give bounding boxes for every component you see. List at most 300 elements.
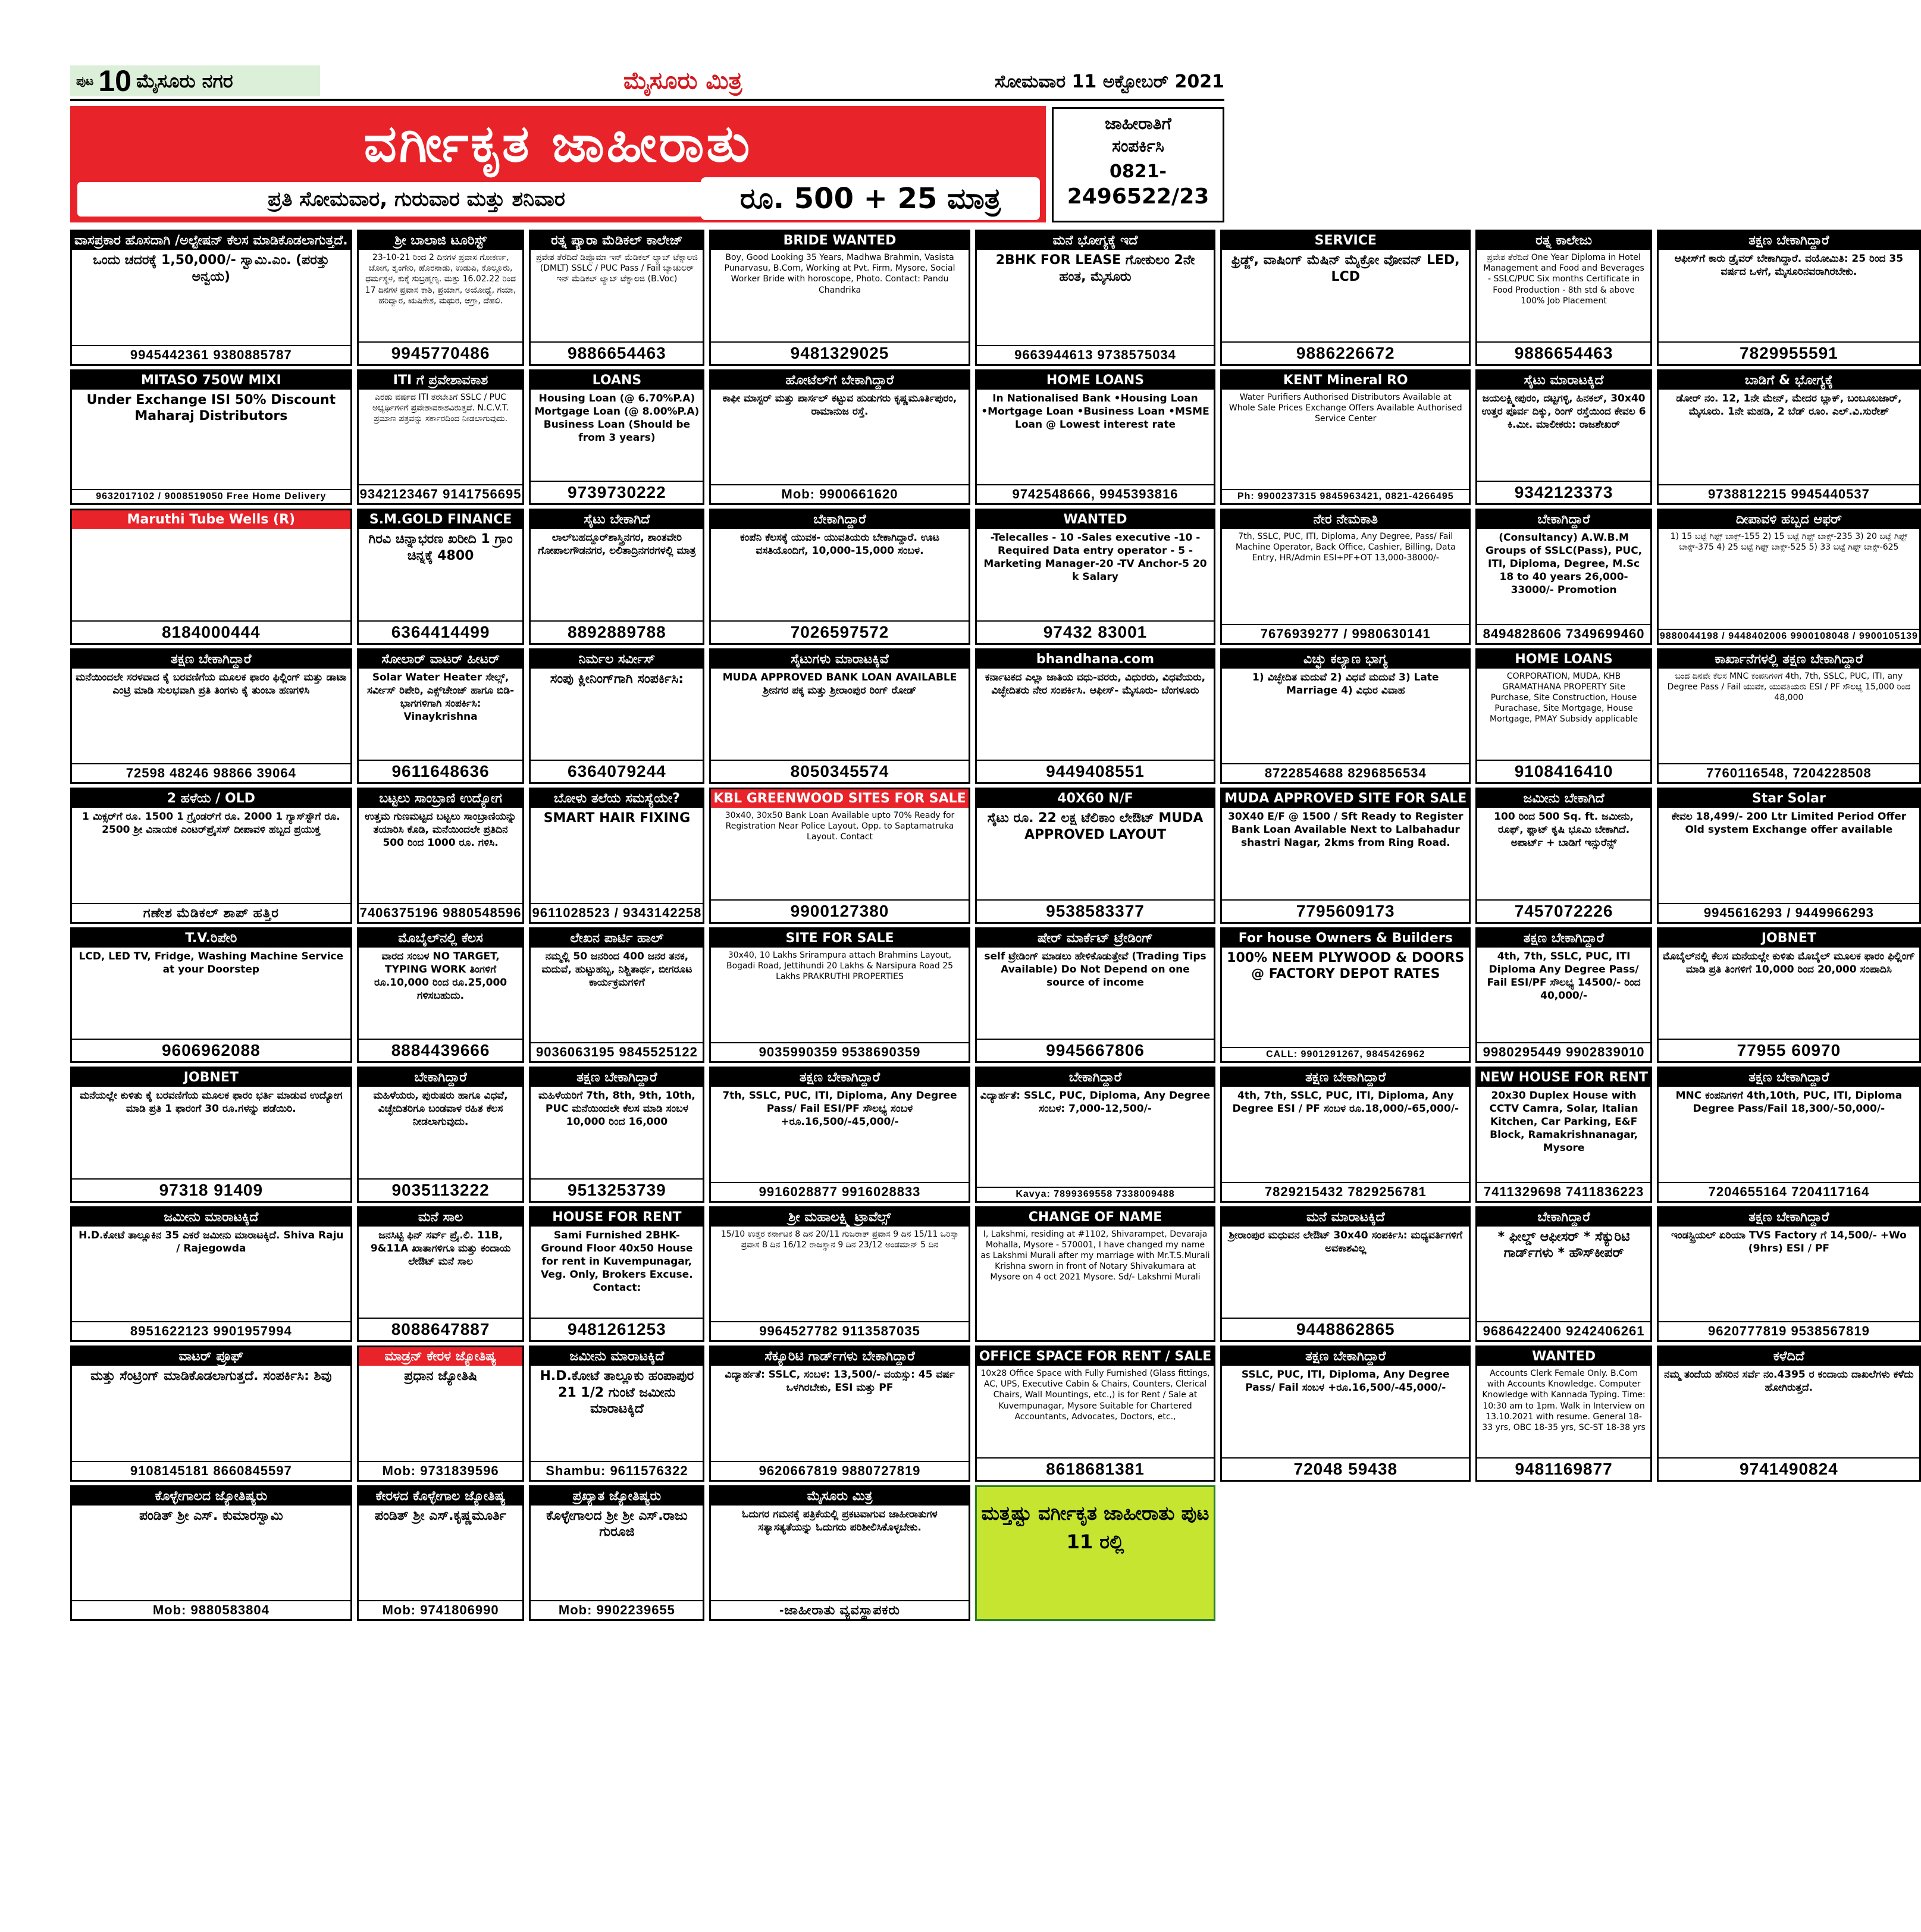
ad-heading: ಸೆಕ್ಯೂರಿಟಿ ಗಾರ್ಡ್‌ಗಳು ಬೇಕಾಗಿದ್ದಾರೆ [711, 1347, 968, 1366]
ad-phone: 9880044198 / 9448402006 9900108048 / 9900105139 [1659, 629, 1919, 643]
ad-phone: 9686422400 9242406261 [1477, 1321, 1650, 1340]
ad-heading: bhandhana.com [977, 650, 1214, 669]
ad-phone: 9035113222 [359, 1178, 523, 1201]
ad-body [72, 529, 350, 620]
ad-phone: 9945667806 [977, 1039, 1214, 1061]
classified-ad [529, 927, 704, 1064]
ad-heading: OFFICE SPACE FOR RENT / SALE [977, 1347, 1214, 1366]
top-rule [70, 99, 1224, 101]
contact-line-1: ಜಾಹೀರಾತಿಗೆ [1105, 114, 1171, 133]
classified-ad [1657, 230, 1921, 366]
ad-phone: 9663944613 9738575034 [977, 345, 1214, 364]
ad-heading: ಬೇಕಾಗಿದ್ದಾರೆ [711, 510, 968, 529]
ad-heading: Maruthi Tube Wells (R) [72, 510, 350, 529]
classified-ad [1475, 648, 1652, 785]
ad-body: 20x30 Duplex House with CCTV Camra, Solar, Italian Kitchen, Car Parking, E&F Block, Ramakrishnanagar, Mysore [1489, 1090, 1638, 1155]
ad-body: MUDA APPROVED BANK LOAN AVAILABLE ಶ್ರೀನಗರ ಪಕ್ಕ ಮತ್ತು ಶ್ರೀರಾಂಪುರ ರಿಂಗ್ ರೋಡ್ [722, 671, 957, 697]
ad-body: ಜನಸಿಟ್ಟಿ ಫಿನ್ ಸರ್ವ್ ಪ್ರೈ.ಲಿ. 11B, 9&11A ಖಾತಾಗಳಿಗೂ ಮತ್ತು ಕಂದಾಯ ಲೇಔಟ್ ಮನೆ ಸಾಲ [370, 1229, 511, 1268]
ad-phone: 97432 83001 [977, 620, 1214, 643]
more-classifieds-notice [975, 1485, 1216, 1622]
ad-heading: ಮನೆ ಮಾರಾಟಕ್ಕಿದೆ [1222, 1208, 1469, 1227]
ad-body: ಎರಡು ವರ್ಷದ ITI ತರಬೇತಿಗೆ SSLC / PUC ಅಭ್ಯರ್ಥಿಗಳಿಗೆ ಪ್ರವೇಶಾವಕಾಶವಿರುತ್ತದೆ. N.C.V.T. ಪ್ರಮಾಣ ಪತ್ರವನ್ನು ಸರ್ಕಾರದಿಂದ ನೀಡಲಾಗುವುದು. [372, 392, 509, 424]
ad-body: ಪ್ರವೇಶ ತೆರೆದಿದೆ One Year Diploma in Hotel Management and Food and Beverages - SSLC/PUC Six months Certificate in Food Production - 8th std & above 100% Job Placement [1483, 253, 1644, 306]
ad-body: ನಮ್ಮ ತಂದೆಯ ಹೆಸರಿನ ಸರ್ವೆ ನಂ.4395 ರ ಕಂದಾಯ ದಾಖಲೆಗಳು ಕಳೆದು ಹೋಗಿರುತ್ತದೆ. [1664, 1369, 1914, 1394]
ad-phone: 6364079244 [531, 760, 703, 782]
ad-body: ಪಂಡಿತ್ ಶ್ರೀ ಎಸ್.ಕೃಷ್ಣಮೂರ್ತಿ [375, 1508, 507, 1523]
ad-phone: -ಜಾಹೀರಾತು ವ್ಯವಸ್ಥಾಪಕರು [711, 1600, 968, 1619]
ad-body: ವಾರದ ಸಂಬಳ NO TARGET, TYPING WORK ತಿಂಗಳಿಗೆ ರೂ.10,000 ರಿಂದ ರೂ.25,000 ಗಳಿಸಬಹುದು. [374, 950, 507, 1002]
classified-ad [1475, 509, 1652, 645]
classified-ad [709, 1206, 970, 1343]
ad-body: ಮನೆಯಿಂದಲೇ ಸರಳವಾದ ಕೈ ಬರವಣಿಗೆಯ ಮೂಲಕ ಫಾರಂ ಫಿಲ್ಲಿಂಗ್ ಮತ್ತು ಡಾಟಾ ಎಂಟ್ರಿ ಮಾಡಿ ಸುಲಭವಾಗಿ ಪ್ರತಿ ತಿಂಗಳು ಕೈ ತುಂಬಾ ಹಣಗಳಿಸಿ [76, 671, 347, 697]
ad-heading: ಬೇಕಾಗಿದ್ದಾರೆ [359, 1068, 523, 1087]
ad-body: ಮೊಬೈಲ್‌ನಲ್ಲಿ ಕೆಲಸ ಮನೆಯಲ್ಲೇ ಕುಳಿತು ಮೊಬೈಲ್ ಮೂಲಕ ಫಾರಂ ಫಿಲ್ಲಿಂಗ್ ಮಾಡಿ ಪ್ರತಿ ತಿಂಗಳಿಗೆ 10,000 ರಿಂದ 20,000 ಸಂಪಾದಿಸಿ [1662, 950, 1915, 976]
classified-ad [1220, 788, 1471, 924]
classified-ad [70, 788, 352, 924]
masthead-logo: ಮೈಸೂರು ಮಿತ್ರ [623, 67, 742, 95]
ad-phone: 9945616293 / 9449966293 [1659, 903, 1919, 922]
ad-heading: ತಕ್ಷಣ ಬೇಕಾಗಿದ್ದಾರೆ [531, 1068, 703, 1087]
ad-heading: ತಕ್ಷಣ ಬೇಕಾಗಿದ್ದಾರೆ [1659, 1068, 1919, 1087]
ad-heading: S.M.GOLD FINANCE [359, 510, 523, 529]
ad-body: CORPORATION, MUDA, KHB GRAMATHANA PROPERTY Site Purchase, Site Construction, House Purachase, Site Mortgage, House Mortgage, PMAY Subsidy applicable [1490, 671, 1638, 724]
ad-heading: ಸೋಲಾರ್ ವಾಟರ್ ಹೀಟರ್ [359, 650, 523, 669]
ad-phone: 9342123467 9141756695 [359, 484, 523, 503]
ad-phone: 9035990359 9538690359 [711, 1042, 968, 1061]
ad-body: ಲಾಲ್‌ಬಹದ್ದೂರ್‌ಶಾಸ್ತ್ರಿನಗರ, ಶಾಂತವೇರಿ ಗೋಪಾಲಗೌಡನಗರ, ಲಲಿತಾದ್ರಿನಗರಗಳಲ್ಲಿ ಮಾತ್ರ [538, 532, 696, 557]
ad-body: ಮಹಿಳೆಯರು, ಪುರುಷರು ಹಾಗೂ ವಿಧವೆ, ವಿಚ್ಛೇದಿತರಿಗೂ ಬಂಡವಾಳ ರಹಿತ ಕೆಲಸ ನೀಡಲಾಗುವುದು. [373, 1090, 508, 1128]
ad-heading: ಮೊಬೈಲ್‌ನಲ್ಲಿ ಕೆಲಸ [359, 929, 523, 948]
classified-ad [1220, 509, 1471, 645]
ad-heading: ಶ್ರೀ ಮಹಾಲಕ್ಷ್ಮಿ ಟ್ರಾವೆಲ್ಸ್ [711, 1208, 968, 1227]
ad-heading: WANTED [1477, 1347, 1650, 1366]
classified-ad [1220, 1067, 1471, 1203]
classified-ad [709, 230, 970, 366]
ad-body: 30x40, 10 Lakhs Srirampura attach Brahmins Layout, Bogadi Road, Jettihundi 20 Lakhs & Narsipura Road 25 Lakhs PRAKRUTHI PROPERTIES [726, 950, 954, 981]
ad-heading: ಸೈಟು ಬೇಕಾಗಿದೆ [531, 510, 703, 529]
classified-ad [709, 1346, 970, 1482]
classified-ad [529, 648, 704, 785]
classified-ad [357, 230, 525, 366]
ad-heading: ನಿರ್ಮಲ ಸರ್ವೀಸ್ [531, 650, 703, 669]
ad-body: 1) ವಿಚ್ಛೇದಿತ ಮದುವೆ 2) ವಿಧವೆ ಮದುವೆ 3) Late Marriage 4) ವಿಧುರ ವಿವಾಹ [1252, 671, 1439, 697]
ad-body: 100% NEEM PLYWOOD & DOORS @ FACTORY DEPOT RATES [1227, 950, 1465, 981]
classified-ad [709, 788, 970, 924]
ad-phone: 9606962088 [72, 1039, 350, 1061]
ad-heading: ವಾಸಪ್ರಕಾರ ಹೊಸದಾಗಿ /ಅಲ್ಟೇಷನ್ ಕೆಲಸ ಮಾಡಿಕೊಡಲಾಗುತ್ತದೆ. [72, 231, 350, 250]
ad-phone: 7676939277 / 9980630141 [1222, 624, 1469, 643]
page-title: ವರ್ಗೀಕೃತ ಜಾಹೀರಾತು [363, 114, 753, 174]
ad-heading: ವಿಚ್ಛು ಕಲ್ಯಾಣ ಭಾಗ್ಯ [1222, 650, 1469, 669]
ad-body: ಇಂಡಸ್ಟ್ರಿಯಲ್ ಏರಿಯಾ TVS Factory ಗೆ 14,500/- +Wo (9hrs) ESI / PF [1671, 1229, 1907, 1254]
ad-heading: BRIDE WANTED [711, 231, 968, 250]
ad-body: Water Purifiers Authorised Distributors Available at Whole Sale Prices Exchange Offers Available Authorised Service Center [1229, 392, 1462, 424]
classified-ad [1475, 1067, 1652, 1203]
ad-phone: Mob: 9880583804 [72, 1600, 350, 1619]
ad-phone: 9620667819 9880727819 [711, 1461, 968, 1480]
ad-phone: 7829215432 7829256781 [1222, 1182, 1469, 1201]
ad-heading: ಬೇಕಾಗಿದ್ದಾರೆ [1477, 510, 1650, 529]
ad-phone: Kavya: 7899369558 7338009488 [977, 1187, 1214, 1201]
classified-ad [975, 1346, 1216, 1482]
ad-heading: T.V.ರಿಪೇರಿ [72, 929, 350, 948]
ad-phone: 8892889788 [531, 620, 703, 643]
classified-ad [357, 648, 525, 785]
ad-body: ಕೇವಲ 18,499/- 200 Ltr Limited Period Offer Old system Exchange offer available [1671, 811, 1907, 836]
ad-phone: 7026597572 [711, 620, 968, 643]
ad-phone: 9611028523 / 9343142258 [531, 903, 703, 922]
ad-phone: 9632017102 / 9008519050 Free Home Delivery [72, 489, 350, 503]
ad-heading: CHANGE OF NAME [977, 1208, 1214, 1227]
ad-heading: For house Owners & Builders [1222, 929, 1469, 948]
ad-heading: SITE FOR SALE [711, 929, 968, 948]
ad-phone: 9481329025 [711, 341, 968, 364]
issue-date: ಸೋಮವಾರ 11 ಅಕ್ಟೋಬರ್ 2021 [994, 71, 1224, 92]
classified-ad [70, 1067, 352, 1203]
ad-phone: 9886226672 [1222, 341, 1469, 364]
ad-phone: 9108416410 [1477, 760, 1650, 782]
classified-ad [1657, 788, 1921, 924]
classified-ad [529, 230, 704, 366]
ad-heading: ರತ್ನ ಕಾಲೇಜು [1477, 231, 1650, 250]
classified-ad [70, 369, 352, 506]
ad-body: 2BHK FOR LEASE ಗೋಕುಲಂ 2ನೇ ಹಂತ, ಮೈಸೂರು [995, 253, 1195, 284]
contact-line-3: 0821- [1110, 161, 1167, 182]
classified-ad [70, 509, 352, 645]
ad-body: self ಟ್ರೇಡಿಂಗ್ ಮಾಡಲು ಹೇಳಿಕೊಡುತ್ತೇವೆ (Trading Tips Available) Do Not Depend on one source of income [984, 950, 1206, 989]
ad-body: In Nationalised Bank •Housing Loan •Mortgage Loan •Business Loan •MSME Loan @ Lowest interest rate [981, 392, 1209, 431]
ad-body: SSLC, PUC, ITI, Diploma, Any Degree Pass/ Fail ಸಂಬಳ +ರೂ.16,500/-45,000/- [1241, 1369, 1450, 1394]
classified-ad [357, 509, 525, 645]
ad-body: ಕೊಳ್ಳೇಗಾಲದ ಶ್ರೀ ಶ್ರೀ ಎಸ್.ರಾಜು ಗುರೂಜಿ [546, 1508, 688, 1539]
ad-heading: ನೇರ ನೇಮಕಾತಿ [1222, 510, 1469, 529]
ad-heading: ತಕ್ಷಣ ಬೇಕಾಗಿದ್ದಾರೆ [1222, 1068, 1469, 1087]
ad-heading: ಷೇರ್ ಮಾರ್ಕೆಟ್ ಟ್ರೇಡಿಂಗ್ [977, 929, 1214, 948]
classified-ad [1657, 1206, 1921, 1343]
ad-body: H.D.ಕೋಟೆ ತಾಲ್ಲೂಕು ಹಂಪಾಪುರ 21 1/2 ಗುಂಟೆ ಜಮೀನು ಮಾರಾಟಕ್ಕಿದೆ [540, 1369, 694, 1416]
ad-body: ಮಹಿಳೆಯರಿಗೆ 7th, 8th, 9th, 10th, PUC ಮನೆಯಿಂದಲೇ ಕೆಲಸ ಮಾಡಿ ಸಂಬಳ 10,000 ರಿಂದ 16,000 [538, 1090, 695, 1128]
ad-heading: ಬೇಕಾಗಿದ್ದಾರೆ [1477, 1208, 1650, 1227]
ad-heading: KENT Mineral RO [1222, 371, 1469, 390]
ad-phone: 9448862865 [1222, 1318, 1469, 1340]
ad-heading: ITI ಗೆ ಪ್ರವೇಶಾವಕಾಶ [359, 371, 523, 390]
classified-ad [709, 509, 970, 645]
ad-body: Accounts Clerk Female Only. B.Com with Accounts Knowledge. Computer Knowledge with Kannada Typing. Time: 10:30 am to 1pm. Walk in Interview on 13.10.2021 with resume. General 18-33 yrs, OBC 18-35 yrs, SC-ST 18-38 yrs [1482, 1369, 1646, 1432]
classified-ad [529, 1067, 704, 1203]
ad-body: 30X40 E/F @ 1500 / Sft Ready to Register Bank Loan Available Next to Lalbahadur shastri Nagar, 2kms from Ring Road. [1228, 811, 1464, 849]
ad-phone: 8951622123 9901957994 [72, 1321, 350, 1340]
classified-ad [1220, 648, 1471, 785]
ad-body: ವಿದ್ಯಾರ್ಹತೆ: SSLC, PUC, Diploma, Any Degree ಸಂಬಳ: 7,000-12,500/- [980, 1090, 1211, 1115]
ad-heading: ಕಾರ್ಖಾನೆಗಳಲ್ಲಿ ತಕ್ಷಣ ಬೇಕಾಗಿದ್ದಾರೆ [1659, 650, 1919, 669]
ad-phone: 7406375196 9880548596 [359, 903, 523, 922]
ad-heading: ಮಾಡ್ರನ್ ಕೇರಳ ಜ್ಯೋತಿಷ್ಯ [359, 1347, 523, 1366]
classified-ad [70, 230, 352, 366]
ad-heading: 2 ಹಳೆಯ / OLD [72, 789, 350, 808]
classified-ads-grid [70, 230, 1918, 1900]
ad-phone: 9481169877 [1477, 1457, 1650, 1480]
ad-heading: WANTED [977, 510, 1214, 529]
ad-heading: ಮನೆ ಸಾಲ [359, 1208, 523, 1227]
classified-ad [975, 1067, 1216, 1203]
ad-heading: Star Solar [1659, 789, 1919, 808]
ad-phone: 9980295449 9902839010 [1477, 1042, 1650, 1061]
ad-heading: 40X60 N/F [977, 789, 1214, 808]
ad-body: 4th, 7th, SSLC, PUC, ITI Diploma Any Degree Pass/ Fail ESI/PF ಸೌಲಭ್ಯ 14500/- ರಿಂದ 40,000/- [1487, 950, 1641, 1002]
ad-phone: 8494828606 7349699460 [1477, 624, 1650, 643]
ad-heading: ಜಮೀನು ಮಾರಾಟಕ್ಕಿದೆ [72, 1208, 350, 1227]
ad-phone: 72048 59438 [1222, 1457, 1469, 1480]
classified-ad [70, 648, 352, 785]
ad-body: LCD, LED TV, Fridge, Washing Machine Service at your Doorstep [79, 950, 344, 976]
ad-heading: ಲೇಖನ ಪಾರ್ಟಿ ಹಾಲ್ [531, 929, 703, 948]
ad-heading: KBL GREENWOOD SITES FOR SALE [711, 789, 968, 808]
ad-body: 10x28 Office Space with Fully Furnished (Glass fittings, AC, UPS, Executive Cabin & Chairs, Counters, Clerical Chairs, Wall Mountings, etc.,) is for Rent / Sale at Kuvempunagar, Mysore Suitable for Chartered Accountants, Advocates, Doctors, etc., [980, 1369, 1210, 1422]
classified-ad [1657, 927, 1921, 1064]
ad-phone: 9916028877 9916028833 [711, 1182, 968, 1201]
ad-heading: ರತ್ನ ಪ್ಯಾರಾ ಮೆಡಿಕಲ್ ಕಾಲೇಜ್ [531, 231, 703, 250]
ad-heading: ತಕ್ಷಣ ಬೇಕಾಗಿದ್ದಾರೆ [1222, 1347, 1469, 1366]
classified-ad [709, 1067, 970, 1203]
classified-ad [357, 1206, 525, 1343]
ad-body: ಸಂಪು ಕ್ಲೀನಿಂಗ್‌ಗಾಗಿ ಸಂಪರ್ಕಿಸಿ: [550, 671, 684, 686]
classified-ad [1220, 927, 1471, 1064]
ad-phone: Mob: 9900661620 [711, 484, 968, 503]
classified-ad [1475, 927, 1652, 1064]
ad-heading: HOME LOANS [1477, 650, 1650, 669]
ad-heading: MUDA APPROVED SITE FOR SALE [1222, 789, 1469, 808]
classified-ad [70, 927, 352, 1064]
classified-ad [1657, 1346, 1921, 1482]
ad-phone: 9742548666, 9945393816 [977, 484, 1214, 503]
ad-phone: Mob: 9731839596 [359, 1461, 523, 1480]
ad-phone: 9739730222 [531, 481, 703, 503]
ad-body: ಡೋರ್ ನಂ. 12, 1ನೇ ಮೇನ್, ಮೇದರ ಬ್ಲಾಕ್, ಬಂಬೂಬಜಾರ್, ಮೈಸೂರು. 1ನೇ ಮಹಡಿ, 2 ಬೆಡ್ ರೂಂ. ಎಲ್.ವಿ.ಸುರೇಶ್ [1676, 392, 1902, 418]
ad-phone: 9342123373 [1477, 481, 1650, 503]
ad-heading: ಬಾಡಿಗೆ & ಭೋಗ್ಯಕ್ಕೆ [1659, 371, 1919, 390]
classified-ad [529, 509, 704, 645]
ad-body: ಕರ್ನಾಟಕದ ಎಲ್ಲಾ ಜಾತಿಯ ವಧು-ವರರು, ವಿಧುರರು, ವಿಧವೆಯರು, ವಿಚ್ಛೇದಿತರು ನೇರ ಸಂಪರ್ಕಿಸಿ. ಆಫೀಸ್- ಮೈಸೂರು- ಬೆಂಗಳೂರು [985, 671, 1206, 697]
ad-body: ಸೈಟು ರೂ. 22 ಲಕ್ಷ ಟೆಲಿಕಾಂ ಲೇಔಟ್ MUDA APPROVED LAYOUT [987, 811, 1204, 842]
ad-body: I, Lakshmi, residing at #1102, Shivarampet, Devaraja Mohalla, Mysore - 570001, I have changed my name as Lakshmi Murali after my marriage with Mr.T.S.Murali Krishna sworn in front of Notary Shivakumara at Mysore on 4 oct 2021 Mysore. Sd/- Lakshmi Murali [980, 1229, 1210, 1282]
ad-phone: 9481261253 [531, 1318, 703, 1340]
ad-body: ಪ್ರಧಾನ ಜ್ಯೋತಿಷಿ [404, 1369, 477, 1384]
ad-phone: CALL: 9901291267, 9845426962 [1222, 1047, 1469, 1061]
classified-ad [709, 369, 970, 506]
ad-heading: MITASO 750W MIXI [72, 371, 350, 390]
ad-heading: HOUSE FOR RENT [531, 1208, 703, 1227]
ad-heading: ಜಮೀನು ಮಾರಾಟಕ್ಕಿದೆ [531, 1347, 703, 1366]
ad-phone: Ph: 9900237315 9845963421, 0821-4266495 [1222, 489, 1469, 503]
classified-header [70, 106, 1046, 222]
ad-heading: ಬಟ್ಟಲು ಸಾಂಬ್ರಾಣಿ ಉದ್ಯೋಗ [359, 789, 523, 808]
ad-body: ಆಫೀಸ್‌ಗೆ ಕಾರು ಡ್ರೈವರ್ ಬೇಕಾಗಿದ್ದಾರೆ. ವಯೋಮಿತಿ: 25 ರಿಂದ 35 ವರ್ಷದ ಒಳಗೆ, ಮೈಸೂರಿನವರಾಗಿರಬೇಕು. [1674, 253, 1904, 278]
ad-body: ಬಂದ ದಿನವೇ ಕೆಲಸ MNC ಕಂಪನಿಗಳಿಗೆ 4th, 7th, SSLC, PUC, ITI, any Degree Pass / Fail ಯುವಕ, ಯುವತಿಯರು ESI / PF ಸೌಲಭ್ಯ 15,000 ರಿಂದ 48,000 [1667, 671, 1911, 702]
ad-phone: 8088647887 [359, 1318, 523, 1340]
classified-ad [709, 648, 970, 785]
ad-body: ಫ್ರಿಡ್ಜ್, ವಾಷಿಂಗ್ ಮೆಷಿನ್ ಮೈಕ್ರೋ ವೋವನ್ LED, LCD [1231, 253, 1460, 284]
ad-phone: 9036063195 9845525122 [531, 1042, 703, 1061]
classified-ad [1657, 648, 1921, 785]
classified-ad [1657, 1067, 1921, 1203]
ad-heading: ತಕ್ಷಣ ಬೇಕಾಗಿದ್ದಾರೆ [711, 1068, 968, 1087]
ad-body: Under Exchange ISI 50% Discount Maharaj Distributors [86, 392, 336, 424]
ad-phone: 8884439666 [359, 1039, 523, 1061]
classified-ad [975, 369, 1216, 506]
ad-body: -Telecalles - 10 -Sales executive -10 -Required Data entry operator - 5 -Marketing Manager-20 -TV Anchor-5 20 k Salary [983, 532, 1207, 584]
ad-heading: ಹೋಟೆಲ್‌ಗೆ ಬೇಕಾಗಿದ್ದಾರೆ [711, 371, 968, 390]
section-city: ಮೈಸೂರು ನಗರ [136, 69, 233, 92]
ad-heading: ವಾಟರ್ ಪ್ರೂಫ್ [72, 1347, 350, 1366]
ad-heading: ಶ್ರೀ ಬಾಲಾಜಿ ಟೂರಿಸ್ಟ್ [359, 231, 523, 250]
ad-heading: LOANS [531, 371, 703, 390]
ad-phone: 7457072226 [1477, 899, 1650, 922]
ad-body: 7th, SSLC, PUC, ITI, Diploma, Any Degree, Pass/ Fail Machine Operator, Back Office, Cashier, Billing, Data Entry, HR/Admin ESI+PF+OT 13,000-38000/- [1235, 532, 1456, 563]
ad-phone: 8618681381 [977, 1457, 1214, 1480]
ad-body: ಮತ್ತು ಸೆಂಟ್ರಿಂಗ್ ಮಾಡಿಕೊಡಲಾಗುತ್ತದೆ. ಸಂಪರ್ಕಿಸಿ: ಶಿವು [90, 1369, 332, 1384]
classified-ad [1220, 230, 1471, 366]
ad-phone: 9886654463 [1477, 341, 1650, 364]
ad-body: ನಮ್ಮಲ್ಲಿ 50 ಜನರಿಂದ 400 ಜನರ ತನಕ, ಮದುವೆ, ಹುಟ್ಟುಹಬ್ಬ, ನಿಶ್ಚಿತಾರ್ಥ, ಬೀಗರೂಟ ಕಾರ್ಯಕ್ರಮಗಳಿಗೆ [541, 950, 692, 989]
ad-phone: 7795609173 [1222, 899, 1469, 922]
ad-heading: JOBNET [72, 1068, 350, 1087]
classified-ad [357, 1067, 525, 1203]
ad-heading: ತಕ್ಷಣ ಬೇಕಾಗಿದ್ದಾರೆ [1659, 231, 1919, 250]
ad-heading: ತಕ್ಷಣ ಬೇಕಾಗಿದ್ದಾರೆ [72, 650, 350, 669]
ad-body: 15/10 ಉತ್ತರ ಕರ್ನಾಟಕ 8 ದಿನ 20/11 ಗುಜರಾತ್ ಪ್ರವಾಸ 9 ದಿನ 15/11 ಒರಿಸ್ಸಾ ಪ್ರವಾಸ 8 ದಿನ 16/12 ರಾಜಸ್ಥಾನ 9 ದಿನ 23/12 ಅಂಡಮಾನ್ 5 ದಿನ [720, 1229, 959, 1250]
ad-body: H.D.ಕೋಟೆ ತಾಲ್ಲೂಕಿನ 35 ಎಕರೆ ಜಮೀನು ಮಾರಾಟಕ್ಕಿದೆ. Shiva Raju / Rajegowda [79, 1229, 344, 1254]
ad-body: Housing Loan (@ 6.70%P.A) Mortgage Loan (@ 8.00%P.A) Business Loan (Should be from 3 years) [534, 392, 700, 444]
ad-heading: JOBNET [1659, 929, 1919, 948]
classified-ad [975, 230, 1216, 366]
more-classifieds-text: ಮತ್ತಷ್ಟು ವರ್ಗೀಕೃತ ಜಾಹೀರಾತು ಪುಟ 11 ರಲ್ಲಿ [981, 1501, 1209, 1553]
ad-phone: 9900127380 [711, 899, 968, 922]
classified-ad [529, 1485, 704, 1622]
ad-body: ಜಯಲಕ್ಷ್ಮೀಪುರಂ, ದಟ್ಟಗಳ್ಳಿ, ಹಿನಕಲ್, 30x40 ಉತ್ತರ ಪೂರ್ವ ದಿಕ್ಕು, ರಿಂಗ್ ರಸ್ತೆಯಿಂದ ಕೇವಲ 6 ಕಿ.ಮೀ. ಮಾಲೀಕರು: ರಾಜಶೇಖರ್ [1481, 392, 1646, 431]
ad-phone: 77955 60970 [1659, 1039, 1919, 1061]
ad-phone: 8050345574 [711, 760, 968, 782]
ad-phone: 8184000444 [72, 620, 350, 643]
newspaper-page [70, 64, 1918, 1900]
ad-heading: ಸೈಟುಗಳು ಮಾರಾಟಕ್ಕಿವೆ [711, 650, 968, 669]
ad-body: (Consultancy) A.W.B.M Groups of SSLC(Pass), PUC, ITI, Diploma, Degree, M.Sc 18 to 40 years 26,000-33000/- Promotion [1485, 532, 1643, 597]
ad-heading: ತಕ್ಷಣ ಬೇಕಾಗಿದ್ದಾರೆ [1477, 929, 1650, 948]
page-label: ಪುಟ [76, 74, 94, 88]
ad-phone: 97318 91409 [72, 1178, 350, 1201]
page-number-box [70, 65, 320, 96]
ad-heading: ಸೈಟು ಮಾರಾಟಕ್ಕಿದೆ [1477, 371, 1650, 390]
ad-phone: ಗಣೇಶ ಮೆಡಿಕಲ್ ಶಾಪ್ ಹತ್ತಿರ [72, 903, 350, 922]
ad-heading: ತಕ್ಷಣ ಬೇಕಾಗಿದ್ದಾರೆ [1659, 1208, 1919, 1227]
ad-body: ಕಾಫೀ ಮಾಸ್ಟರ್ ಮತ್ತು ಪಾರ್ಸಲ್ ಕಟ್ಟುವ ಹುಡುಗರು ಕೃಷ್ಣಮೂರ್ತಿಪುರಂ, ರಾಮಾನುಜ ರಸ್ತೆ. [722, 392, 957, 418]
ad-body: 23-10-21 ರಿಂದ 2 ದಿನಗಳ ಪ್ರವಾಸ ಗೋಕರ್ಣ, ಜೋಗ, ಶೃಂಗೇರಿ, ಹೊರನಾಡು, ಉಡುಪಿ, ಕೊಲ್ಲೂರು, ಧರ್ಮಸ್ಥಳ, ಕುಕ್ಕೆ ಸುಬ್ರಹ್ಮಣ್ಯ. ಮತ್ತು 16.02.22 ರಿಂದ 17 ದಿನಗಳ ಪ್ರವಾಸ ಕಾಶಿ, ಪ್ರಯಾಗ, ಅಯೋಧ್ಯೆ, ಗಯಾ, ಹರಿದ್ವಾರ, ಋಷಿಕೇಶ, ಮಥುರ, ಆಗ್ರಾ, ದೆಹಲಿ. [365, 253, 516, 306]
ad-phone: 7760116548, 7204228508 [1659, 763, 1919, 782]
ad-phone: 9964527782 9113587035 [711, 1321, 968, 1340]
ad-heading: NEW HOUSE FOR RENT [1477, 1068, 1650, 1087]
ad-phone: 7829955591 [1659, 341, 1919, 364]
publication-days: ಪ್ರತಿ ಸೋಮವಾರ, ಗುರುವಾರ ಮತ್ತು ಶನಿವಾರ [77, 182, 756, 217]
ad-body: 7th, SSLC, PUC, ITI, Diploma, Any Degree Pass/ Fail ESI/PF ಸೌಲಭ್ಯ ಸಂಬಳ +ರೂ.16,500/-45,000/- [722, 1090, 957, 1128]
ad-phone: 9538583377 [977, 899, 1214, 922]
ad-body: * ಫೀಲ್ಡ್ ಆಫೀಸರ್ * ಸೆಕ್ಯುರಿಟಿ ಗಾರ್ಡ್‌ಗಳು * ಹೌಸ್‌ಕೀಪರ್ [1497, 1229, 1630, 1260]
ad-heading: ಮನೆ ಭೋಗ್ಯಕ್ಕೆ ಇದೆ [977, 231, 1214, 250]
ad-body: SMART HAIR FIXING [543, 811, 691, 826]
classified-ad [357, 788, 525, 924]
classified-ad [1220, 1346, 1471, 1482]
classified-ad [529, 788, 704, 924]
ad-body: Solar Water Heater ಸೇಲ್ಸ್, ಸರ್ವೀಸ್ ರಿಪೇರಿ, ಎಕ್ಸ್‌ಚೇಂಜ್ ಹಾಗೂ ಬಿಡಿ-ಭಾಗಗಳಿಗಾಗಿ ಸಂಪರ್ಕಿಸಿ: Vinaykrishna [366, 671, 515, 723]
ad-body: 100 ರಿಂದ 500 Sq. ft. ಜಮೀನು, ರೂಫ್, ಫ್ಲಾಟ್ ಕೃಷಿ ಭೂಮಿ ಬೇಕಾಗಿದೆ. ಅಪಾರ್ಟ್ + ಬಾಡಿಗೆ ಇನ್ಸುರೆನ್ಸ್ [1494, 811, 1634, 849]
ad-phone: 7411329698 7411836223 [1477, 1182, 1650, 1201]
ad-heading: ಕಳೆದಿದೆ [1659, 1347, 1919, 1366]
classified-ad [1657, 369, 1921, 506]
classified-ad [1657, 509, 1921, 645]
classified-ad [1220, 369, 1471, 506]
classified-ad [357, 1346, 525, 1482]
ad-phone: 9108145181 8660845597 [72, 1461, 350, 1480]
ad-heading: HOME LOANS [977, 371, 1214, 390]
ad-heading: ಕೇರಳದ ಕೊಳ್ಳೇಗಾಲ ಜ್ಯೋತಿಷ್ಯ [359, 1487, 523, 1506]
ad-phone: 72598 48246 98866 39064 [72, 763, 350, 782]
ad-phone: 9945442361 9380885787 [72, 345, 350, 364]
classified-ad [709, 927, 970, 1064]
ad-body: ಪ್ರವೇಶ ತೆರೆದಿದೆ ಡಿಪ್ಲೊಮಾ ಇನ್ ಮೆಡಿಕಲ್ ಲ್ಯಾಬ್ ಟೆಕ್ನಾಲಜಿ (DMLT) SSLC / PUC Pass / Fail ಬ್ಯಾಚುಲರ್ ಇನ್ ಮೆಡಿಕಲ್ ಲ್ಯಾಬ್ ಟೆಕ್ನಾಲಜಿ (B.Voc) [535, 253, 698, 284]
ad-body: ಓದುಗರ ಗಮನಕ್ಕೆ ಪತ್ರಿಕೆಯಲ್ಲಿ ಪ್ರಕಟವಾಗುವ ಜಾಹೀರಾತುಗಳ ಸತ್ಯಾಸತ್ಯತೆಯನ್ನು ಓದುಗರು ಪರಿಶೀಲಿಸಿಕೊಳ್ಳಬೇಕು. [742, 1508, 938, 1533]
ad-price: ರೂ. 500 + 25 ಮಾತ್ರ [701, 177, 1040, 220]
classified-ad [529, 1346, 704, 1482]
ad-heading: SERVICE [1222, 231, 1469, 250]
classified-ad [70, 1485, 352, 1622]
classified-ad [529, 369, 704, 506]
classified-ad [975, 509, 1216, 645]
classified-ad [975, 927, 1216, 1064]
classified-ad [1475, 230, 1652, 366]
classified-ad [975, 648, 1216, 785]
ad-heading: ಕೊಳ್ಳೇಗಾಲದ ಜ್ಯೋತಿಷ್ಯರು [72, 1487, 350, 1506]
classified-ad [357, 1485, 525, 1622]
ad-heading: ದೀಪಾವಳಿ ಹಬ್ಬದ ಆಫರ್ [1659, 510, 1919, 529]
ad-phone: 9741490824 [1659, 1457, 1919, 1480]
classified-ad [975, 1206, 1216, 1343]
ad-phone: Mob: 9902239655 [531, 1600, 703, 1619]
ad-body: Boy, Good Looking 35 Years, Madhwa Brahmin, Vasista Punarvasu, B.Com, Working at Pvt. Firm, Mysore, Social Worker Bride with horoscope, Photo. Contact: Pandu Chandrika [724, 253, 955, 295]
ad-phone: 9620777819 9538567819 [1659, 1321, 1919, 1340]
ad-body: ವಿದ್ಯಾರ್ಹತೆ: SSLC, ಸಂಬಳ: 13,500/- ವಯಸ್ಸು: 45 ವರ್ಷ ಒಳಗಿರಬೇಕು, ESI ಮತ್ತು PF [725, 1369, 955, 1394]
ad-phone: 8722854688 8296856534 [1222, 763, 1469, 782]
ad-phone: Shambu: 9611576322 [531, 1461, 703, 1480]
classified-ad [70, 1346, 352, 1482]
ad-phone: 6364414499 [359, 620, 523, 643]
ad-phone: 9738812215 9945440537 [1659, 484, 1919, 503]
ad-heading: ಪ್ರಖ್ಯಾತ ಜ್ಯೋತಿಷ್ಯರು [531, 1487, 703, 1506]
classified-ad [1475, 1346, 1652, 1482]
ad-body: ಪಂಡಿತ್ ಶ್ರೀ ಎಸ್. ಕುಮಾರಸ್ವಾಮಿ [139, 1508, 283, 1523]
ad-phone: 9449408551 [977, 760, 1214, 782]
ad-body: 4th, 7th, SSLC, PUC, ITI, Diploma, Any Degree ESI / PF ಸಂಬಳ ರೂ.18,000/-65,000/- [1232, 1090, 1459, 1115]
classified-ad [1475, 369, 1652, 506]
ad-phone: Mob: 9741806990 [359, 1600, 523, 1619]
ad-body: Sami Furnished 2BHK-Ground Floor 40x50 House for rent in Kuvempunagar, Veg. Only, Brokers Excuse. Contact: [541, 1229, 693, 1294]
ad-phone: 9513253739 [531, 1178, 703, 1201]
ad-body: 1 ಮಿಕ್ಸರ್‌ಗೆ ರೂ. 1500 1 ಗ್ರೈಂಡರ್‌ಗೆ ರೂ. 2000 1 ಗ್ಯಾಸ್‌ಸ್ಟೌಗೆ ರೂ. 2500 ಶ್ರೀ ವಿನಾಯಕ ಎಂಟರ್‌ಪ್ರೈಸಸ್ ದೀಪಾವಳಿ ಹಬ್ಬದ ಪ್ರಯುಕ್ತ [82, 811, 340, 836]
classified-ad [1475, 1206, 1652, 1343]
ad-body: ಶ್ರೀರಾಂಪುರ ಮಧುವನ ಲೇಔಟ್ 30x40 ಸಂಪರ್ಕಿಸಿ: ಮಧ್ಯವರ್ತಿಗಳಿಗೆ ಅವಕಾಶವಿಲ್ಲ [1229, 1229, 1463, 1254]
ad-body: 30x40, 30x50 Bank Loan Available upto 70% Ready for Registration Near Police Layout, Opp. to Saptamatruka Layout. Contact [725, 811, 955, 842]
ad-body: ಗಿರವಿ ಚಿನ್ನಾಭರಣ ಖರೀದಿ 1 ಗ್ರಾಂ ಚಿನ್ನಕ್ಕೆ 4800 [368, 532, 513, 563]
contact-line-2: ಸಂಪರ್ಕಿಸಿ [1112, 136, 1164, 156]
ad-body: ಉತ್ತಮ ಗುಣಮಟ್ಟದ ಬಟ್ಟಲು ಸಾಂಬ್ರಾಣಿಯನ್ನು ತಯಾರಿಸಿ ಕೊಡಿ, ಮನೆಯಿಂದಲೇ ಪ್ರತಿದಿನ 500 ರಿಂದ 1000 ರೂ. ಗಳಿಸಿ. [365, 811, 516, 849]
ad-phone: 9611648636 [359, 760, 523, 782]
